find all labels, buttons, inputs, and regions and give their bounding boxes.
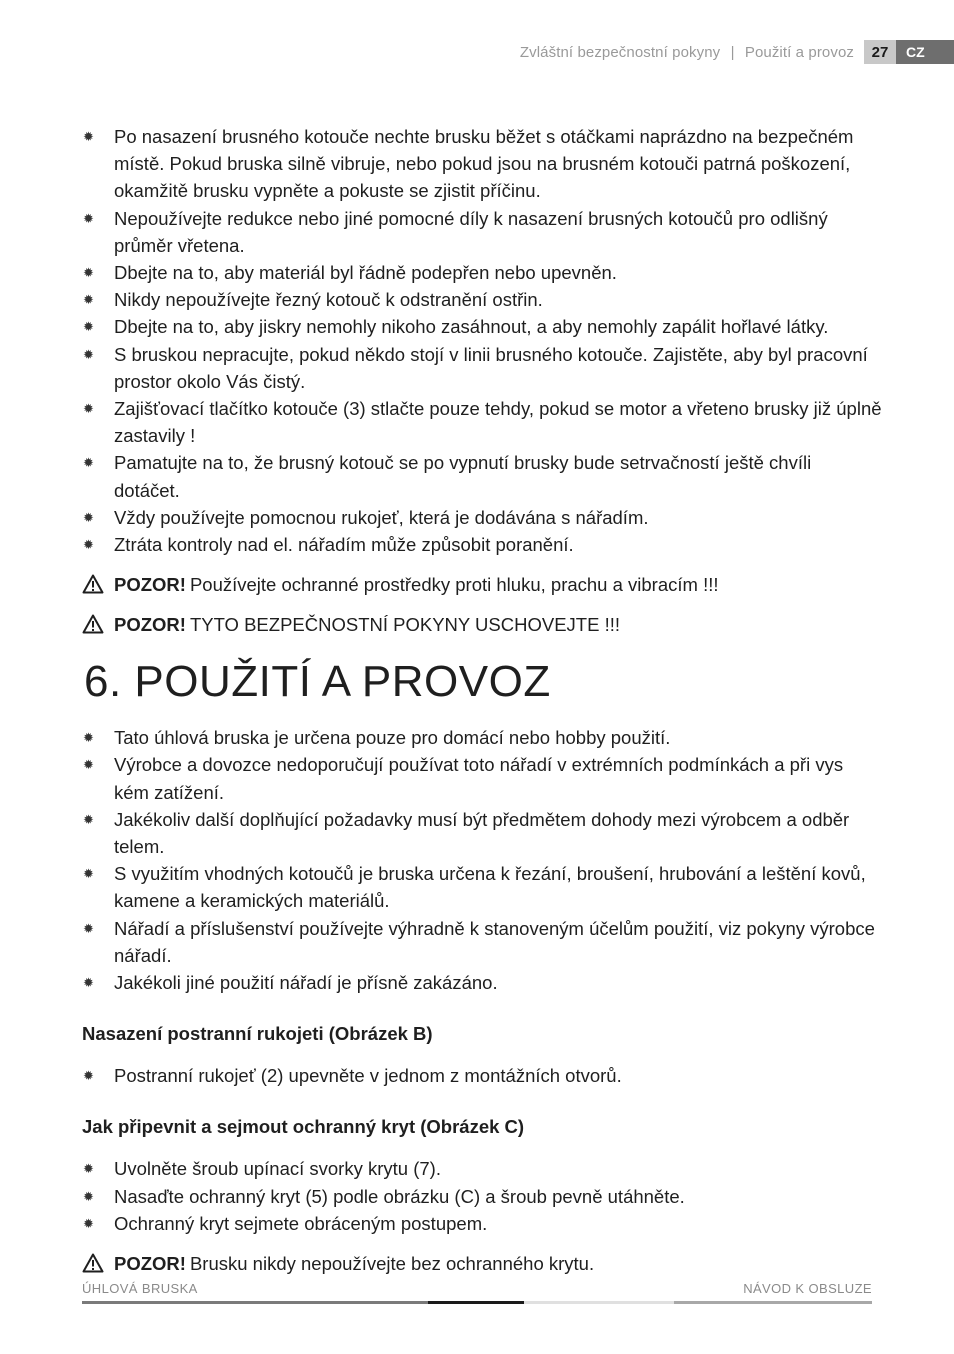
header-section-text: Zvláštní bezpečnostní pokyny: [519, 43, 721, 61]
list-item: [82, 1210, 882, 1237]
list-item: [82, 205, 882, 259]
footer-rule: [82, 1301, 428, 1304]
list-item-text: Tato úhlová bruska je určena pouze pro domácí nebo hobby použití.: [114, 727, 671, 749]
list-item-text: Ztráta kontroly nad el. nářadím může způsobit poranění.: [114, 534, 574, 556]
header-breadcrumb: [520, 44, 854, 61]
page-header: [520, 40, 954, 64]
section-title: 6. POUŽITÍ A PROVOZ: [84, 657, 551, 707]
footer-manual-label: NÁVOD K OBSLUZE: [743, 1281, 872, 1296]
language-tab: CZ: [896, 40, 954, 64]
list-item: [82, 449, 882, 503]
list-item: [82, 724, 882, 751]
list-item: [82, 1155, 882, 1182]
list-item-text: S bruskou nepracujte, pokud někdo stojí v linii brusného kotouče. Zajistěte, aby byl pracovní prostor okolo Vás čistý.: [114, 343, 868, 392]
footer-rule: [428, 1301, 524, 1304]
gear-bullet-icon: ✹: [83, 920, 94, 936]
subsection-title-side-handle: Nasazení postranní rukojeti (Obrázek B): [82, 1023, 433, 1045]
usage-list: [82, 724, 882, 996]
list-item: [82, 969, 882, 996]
warning-label: POZOR!: [114, 1253, 186, 1275]
gear-bullet-icon: ✹: [83, 537, 94, 553]
footer-rule: [524, 1301, 674, 1304]
warning-text: Brusku nikdy nepoužívejte bez ochranného krytu.: [189, 1253, 595, 1275]
warning-note: [82, 571, 882, 598]
list-item-text: Pamatujte na to, že brusný kotouč se po vypnutí brusky bude setrvačností ještě chvíli dotáčet.: [114, 452, 812, 501]
list-item-text: Dbejte na to, aby materiál byl řádně podepřen nebo upevněn.: [114, 262, 617, 284]
list-item: [82, 259, 882, 286]
list-item-text: Nepoužívejte redukce nebo jiné pomocné díly k nasazení brusných kotoučů pro odlišný průměr vřetena.: [114, 207, 828, 256]
gear-bullet-icon: ✹: [83, 975, 94, 991]
gear-bullet-icon: ✹: [83, 757, 94, 773]
subsection-title-guard: Jak připevnit a sejmout ochranný kryt (Obrázek C): [82, 1116, 525, 1138]
list-item: [82, 860, 882, 914]
warning-label: POZOR!: [114, 574, 186, 596]
gear-bullet-icon: ✹: [83, 1215, 94, 1231]
list-item: [82, 123, 882, 205]
warning-triangle-icon: [82, 614, 104, 634]
gear-bullet-icon: ✹: [83, 129, 94, 144]
list-item: [82, 313, 882, 340]
list-item-text: Jakékoliv další doplňující požadavky musí být předmětem dohody mezi výrobcem a odběr telem.: [114, 808, 850, 858]
page-number: 27: [864, 40, 896, 64]
gear-bullet-icon: ✹: [83, 811, 94, 827]
list-item-text: Výrobce a dovozce nedoporučují používat toto nářadí v extrémních podmínkách a při vys kém zatížení.: [114, 754, 844, 803]
safety-list: [82, 123, 882, 558]
list-item-text: Ochranný kryt sejmete obráceným postupem.: [114, 1212, 488, 1234]
gear-bullet-icon: ✹: [83, 292, 94, 308]
guard-list: [82, 1155, 882, 1237]
list-item: [82, 531, 882, 558]
gear-bullet-icon: ✹: [83, 1068, 94, 1084]
list-item: [82, 1183, 882, 1210]
list-item: [82, 915, 882, 969]
list-item: [82, 395, 882, 449]
warning-note: [82, 1250, 882, 1277]
header-chapter-text: Použití a provoz: [744, 43, 854, 61]
list-item-text: Uvolněte šroub upínací svorky krytu (7).: [114, 1158, 441, 1180]
list-item-text: Po nasazení brusného kotouče nechte brusku běžet s otáčkami naprázdno na bezpečném místě. Pokud bruska silně vibruje, nebo pokud jsou na brusném kotouči patrná poškození, okamžitě brusku vypněte a pokuste se zjistit příčinu.: [114, 126, 854, 202]
list-item: [82, 286, 882, 313]
warning-text: Používejte ochranné prostředky proti hluku, prachu a vibracím !!!: [189, 574, 719, 596]
page-content: [82, 123, 882, 1277]
gear-bullet-icon: ✹: [83, 346, 94, 362]
gear-bullet-icon: ✹: [83, 730, 94, 746]
side-handle-list: [82, 1062, 882, 1089]
list-item: [82, 751, 882, 805]
gear-bullet-icon: ✹: [83, 319, 94, 335]
list-item-text: Zajišťovací tlačítko kotouče (3) stlačte pouze tehdy, pokud se motor a vřeteno brusky již úplně zastavily !: [114, 398, 882, 447]
list-item: [82, 806, 882, 860]
gear-bullet-icon: ✹: [83, 1188, 94, 1204]
gear-bullet-icon: ✹: [83, 1161, 94, 1177]
gear-bullet-icon: ✹: [83, 866, 94, 882]
list-item-text: S využitím vhodných kotoučů je bruska určena k řezání, broušení, hrubování a leštění kovů, kamene a keramických materiálů.: [114, 863, 866, 912]
footer-rule: [674, 1301, 872, 1304]
list-item-text: Nářadí a příslušenství používejte výhradně k stanoveným účelům použití, viz pokyny výrobce nářadí.: [114, 917, 875, 966]
warning-note: [82, 611, 882, 638]
list-item: [82, 504, 882, 531]
warning-label: POZOR!: [114, 614, 186, 636]
gear-bullet-icon: ✹: [83, 210, 94, 226]
footer-product-name: ÚHLOVÁ BRUSKA: [82, 1281, 198, 1296]
list-item: [82, 341, 882, 395]
list-item-text: Dbejte na to, aby jiskry nemohly nikoho zasáhnout, a aby nemohly zapálit hořlavé látky.: [114, 316, 829, 338]
warning-triangle-icon: [82, 574, 104, 594]
list-item-text: Postranní rukojeť (2) upevněte v jednom z montážních otvorů.: [114, 1065, 622, 1087]
list-item-text: Vždy používejte pomocnou rukojeť, která je dodávána s nářadím.: [114, 506, 649, 528]
warning-triangle-icon: [82, 1253, 104, 1273]
gear-bullet-icon: ✹: [83, 401, 94, 417]
gear-bullet-icon: ✹: [83, 265, 94, 281]
header-separator: |: [730, 43, 735, 61]
list-item-text: Nasaďte ochranný kryt (5) podle obrázku (C) a šroub pevně utáhněte.: [114, 1185, 685, 1207]
list-item-text: Nikdy nepoužívejte řezný kotouč k odstranění ostřin.: [114, 289, 543, 311]
gear-bullet-icon: ✹: [83, 455, 94, 471]
gear-bullet-icon: ✹: [83, 509, 94, 525]
warning-text: TYTO BEZPEČNOSTNÍ POKYNY USCHOVEJTE !!!: [189, 614, 620, 636]
list-item: [82, 1062, 882, 1089]
list-item-text: Jakékoli jiné použití nářadí je přísně zakázáno.: [114, 972, 498, 994]
